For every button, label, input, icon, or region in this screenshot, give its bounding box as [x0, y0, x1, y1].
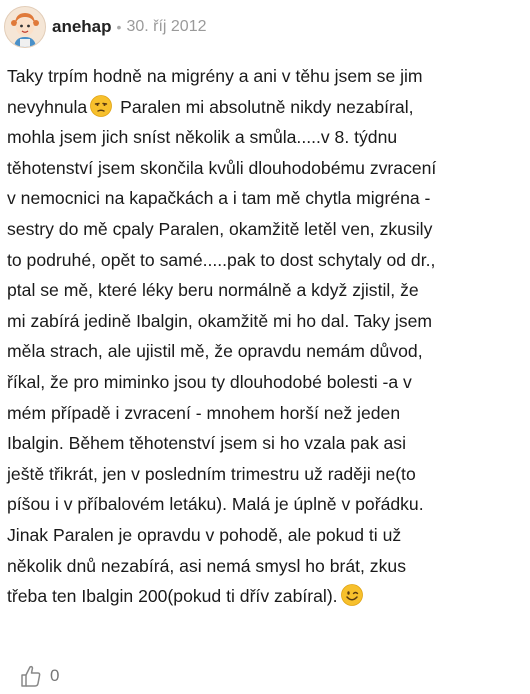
body-line-with-emoji [7, 92, 525, 123]
body-line: Ibalgin. Během těhotenství jsem si ho vzala pak asi [7, 433, 407, 454]
comment-body [7, 61, 525, 612]
body-line: to podruhé, opět to samé.....pak to dost schytaly od dr., [7, 249, 436, 270]
body-line: píšou i v příbalovém letáku). Malá je úplně v pořádku. [7, 494, 424, 515]
winking-face-emoji [341, 584, 363, 606]
thumbs-up-icon[interactable] [20, 664, 42, 688]
body-line: těhotenství jsem skončila kvůli dlouhodobému zvracení [7, 157, 437, 178]
body-line: nevyhnula [7, 96, 88, 117]
post-date: 30. říj 2012 [126, 18, 207, 35]
body-line: sestry do mě cpaly Paralen, okamžitě letěl ven, zkusily [7, 218, 433, 239]
body-line: měla strach, ale ujistil mě, že opravdu nemám důvod, [7, 341, 423, 362]
body-line: třeba ten Ibalgin 200(pokud ti dřív zabíral). [7, 586, 338, 607]
like-count: 0 [50, 666, 60, 685]
body-line: několik dnů nezabírá, asi nemá smysl ho brát, zkus [7, 555, 406, 576]
comment-header [4, 4, 207, 50]
body-line: mohla jsem jich sníst několik a smůla.....v 8. týdnu [7, 127, 398, 148]
body-line: Jinak Paralen je opravdu v pohodě, ale pokud ti už [7, 524, 402, 545]
comment-footer [20, 664, 59, 688]
body-line-with-emoji [7, 581, 525, 612]
body-line: Taky trpím hodně na migrény a ani v těhu jsem se jim [7, 66, 423, 86]
body-line: mi zabírá jedině Ibalgin, okamžitě mi ho dal. Taky jsem [7, 310, 433, 331]
body-line: ještě třikrát, jen v posledním trimestru už raději ne(to [7, 463, 416, 484]
body-line: v nemocnici na kapačkách a i tam mě chytla migréna - [7, 188, 431, 209]
unamused-face-emoji [90, 95, 112, 117]
cartoon-avatar-icon[interactable] [4, 6, 46, 48]
header-separator: • [116, 19, 122, 35]
body-line: mém případě i zvracení - mnohem horší než jeden [7, 402, 401, 423]
body-line: říkal, že pro miminko jsou ty dlouhodobé bolesti -a v [7, 371, 412, 392]
author-name[interactable]: anehap [52, 17, 112, 36]
body-line: ptal se mě, které léky beru normálně a když zjistil, že [7, 280, 419, 301]
body-line: Paralen mi absolutně nikdy nezabíral, [115, 96, 414, 117]
